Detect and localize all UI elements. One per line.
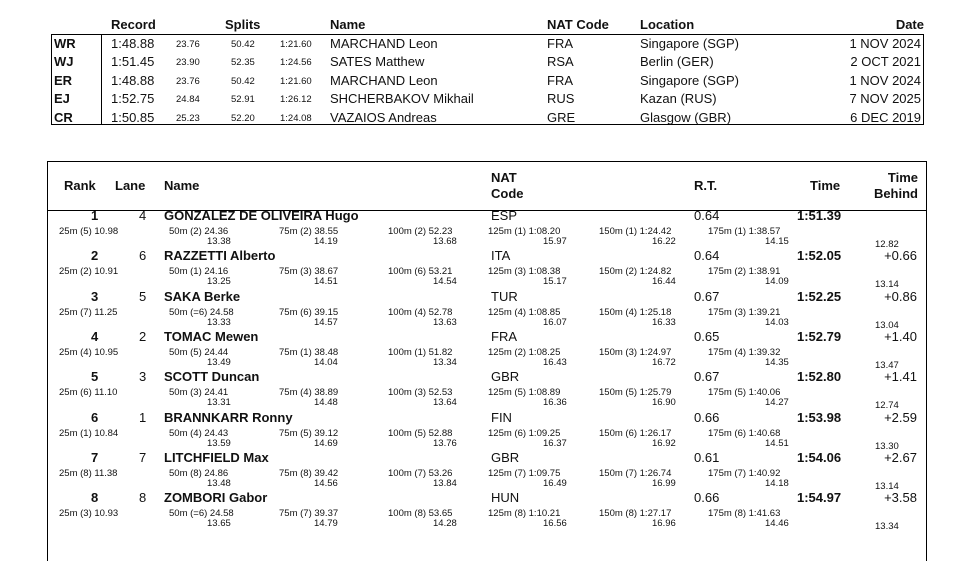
split-175m-diff: 14.27 [765,397,789,409]
split-50m: 50m (=6) 24.58 [169,306,234,318]
split-100m-diff: 14.28 [433,518,457,530]
split-150m: 150m (3) 1:24.97 [599,346,672,358]
final-time: 1:54.97 [797,490,842,506]
split-125m-diff: 15.17 [543,276,567,288]
time-behind: +3.58 [884,490,917,506]
split-100m-diff: 13.68 [433,236,457,247]
split-75m: 75m (2) 38.55 [279,226,339,237]
reaction-time: 0.64 [694,248,720,264]
final-time: 1:52.05 [797,248,842,264]
record-s2: 52.20 [231,112,255,124]
split-50m: 50m (5) 24.44 [169,346,229,358]
split-175m-diff: 14.09 [765,276,789,288]
record-time: 1:52.75 [111,91,155,107]
records-table [51,16,926,127]
split-75m-diff: 14.48 [314,397,338,409]
split-100m: 100m (1) 51.82 [388,346,453,358]
athlete-row [47,490,927,533]
record-s3: 1:24.08 [280,112,312,124]
split-125m-diff: 16.36 [543,397,567,409]
header-name: Name [164,178,200,193]
split-175m: 175m (7) 1:40.92 [708,467,781,479]
record-s1: 23.76 [176,39,200,50]
split-50m-diff: 13.59 [207,437,231,449]
nat-code: FIN [491,409,512,425]
split-125m-diff: 16.37 [543,437,567,449]
time-behind: +1.41 [884,369,917,385]
split-125m: 125m (4) 1:08.85 [488,306,561,318]
lane: 4 [139,208,147,223]
split-200m-diff: 13.34 [875,521,899,533]
split-175m: 175m (2) 1:38.91 [708,266,781,278]
nat-code: HUN [491,490,520,506]
split-150m: 150m (1) 1:24.42 [599,226,672,237]
athlete-row [47,369,927,412]
record-date: 1 NOV 2024 [849,72,921,88]
final-time: 1:52.80 [797,369,842,385]
split-75m-diff: 14.51 [314,276,338,288]
lane: 5 [139,288,147,304]
record-nat: GRE [547,109,576,125]
split-125m: 125m (8) 1:10.21 [488,508,561,520]
record-location: Singapore (SGP) [640,72,739,88]
header-code: Code [491,186,524,201]
split-50m-diff: 13.65 [207,518,231,530]
athlete-row [47,289,927,329]
split-175m: 175m (4) 1:39.32 [708,346,781,358]
final-time: 1:54.06 [797,449,842,465]
nat-code: ITA [491,248,511,264]
record-s3: 1:26.12 [280,94,312,106]
lane: 8 [139,490,147,506]
nat-code: FRA [491,328,517,344]
split-25m: 25m (4) 10.95 [59,346,119,358]
lane: 6 [139,248,147,264]
split-175m-diff: 14.03 [765,316,789,328]
record-name: SHCHERBAKOV Mikhail [330,91,474,107]
split-125m-diff: 15.97 [543,236,567,247]
split-175m: 175m (1) 1:38.57 [708,226,781,237]
athlete-row [47,208,927,248]
split-100m-diff: 13.76 [433,437,457,449]
record-s1: 23.76 [176,75,200,87]
split-75m: 75m (3) 38.67 [279,266,339,278]
split-150m-diff: 16.72 [652,356,676,368]
rank: 1 [91,208,99,223]
split-50m: 50m (=6) 24.58 [169,508,234,520]
header-time-behind-1: Time [887,170,918,185]
split-100m-diff: 13.34 [433,356,457,368]
split-100m: 100m (3) 52.53 [388,387,453,399]
split-125m: 125m (7) 1:09.75 [488,467,561,479]
split-150m: 150m (8) 1:27.17 [599,508,672,520]
header-record: Record [111,17,156,32]
athlete-name: TOMAC Mewen [164,328,259,344]
split-125m: 125m (6) 1:09.25 [488,427,561,439]
record-location: Singapore (SGP) [640,36,739,51]
record-location: Berlin (GER) [640,54,714,70]
split-75m-diff: 14.79 [314,518,338,530]
record-code: ER [54,72,73,88]
time-behind: +0.86 [884,288,917,304]
split-100m-diff: 13.63 [433,316,457,328]
split-175m-diff: 14.46 [765,518,789,530]
split-100m: 100m (2) 52.23 [388,226,453,237]
split-150m: 150m (6) 1:26.17 [599,427,672,439]
time-behind: +1.40 [884,328,917,344]
split-175m: 175m (3) 1:39.21 [708,306,781,318]
athlete-name: RAZZETTI Alberto [164,248,276,264]
split-200m-diff: 12.74 [875,400,899,412]
split-150m-diff: 16.22 [652,236,676,247]
athlete-row [47,329,927,369]
header-nat-code: NAT Code [547,17,609,32]
header-time: Time [810,178,841,193]
split-75m-diff: 14.56 [314,477,338,489]
final-time: 1:52.79 [797,328,842,344]
split-75m: 75m (7) 39.37 [279,508,339,520]
record-row [51,35,924,53]
record-code: EJ [54,91,70,107]
record-time: 1:48.88 [111,72,155,88]
split-175m-diff: 14.18 [765,477,789,489]
split-25m: 25m (3) 10.93 [59,508,119,520]
nat-code: GBR [491,449,520,465]
split-150m: 150m (5) 1:25.79 [599,387,672,399]
split-25m: 25m (8) 11.38 [59,467,118,479]
record-nat: FRA [547,72,573,88]
record-s2: 50.42 [231,75,255,87]
split-75m: 75m (4) 38.89 [279,387,339,399]
record-s1: 25.23 [176,112,200,124]
record-time: 1:48.88 [111,36,155,51]
split-200m-diff: 13.14 [875,480,899,492]
split-150m-diff: 16.44 [652,276,676,288]
header-date: Date [895,17,924,32]
split-175m-diff: 14.51 [765,437,789,449]
header-rank: Rank [64,178,96,193]
split-100m: 100m (5) 52.88 [388,427,453,439]
split-125m-diff: 16.49 [543,477,567,489]
split-150m-diff: 16.99 [652,477,676,489]
athlete-name: SAKA Berke [164,288,241,304]
header-name: Name [330,17,366,32]
record-nat: FRA [547,36,573,51]
record-row [51,72,924,90]
record-code: WR [54,36,76,51]
header-time-behind-2: Behind [873,186,918,201]
split-100m-diff: 13.84 [433,477,457,489]
split-100m: 100m (7) 53.26 [388,467,453,479]
time-behind: +2.67 [884,449,917,465]
record-time: 1:51.45 [111,54,155,70]
split-150m-diff: 16.33 [652,316,676,328]
reaction-time: 0.64 [694,208,720,223]
record-location: Glasgow (GBR) [640,109,732,125]
split-50m: 50m (3) 24.41 [169,387,229,399]
split-100m: 100m (6) 53.21 [388,266,453,278]
split-75m: 75m (5) 39.12 [279,427,339,439]
record-name: VAZAIOS Andreas [330,109,437,125]
split-50m-diff: 13.25 [207,276,231,288]
record-s1: 24.84 [176,94,200,106]
record-name: SATES Matthew [330,54,425,70]
split-25m: 25m (6) 11.10 [59,387,118,399]
split-100m: 100m (8) 53.65 [388,508,453,520]
record-date: 2 OCT 2021 [850,54,921,70]
split-200m-diff: 13.30 [875,440,899,452]
record-row [51,90,924,108]
split-125m-diff: 16.43 [543,356,567,368]
final-time: 1:53.98 [797,409,842,425]
nat-code: TUR [491,288,518,304]
split-150m-diff: 16.96 [652,518,676,530]
split-50m: 50m (4) 24.43 [169,427,229,439]
split-125m-diff: 16.07 [543,316,567,328]
results-table [47,161,927,558]
header-location: Location [640,17,695,32]
split-50m: 50m (1) 24.16 [169,266,229,278]
rank: 2 [91,248,99,264]
split-125m: 125m (2) 1:08.25 [488,346,561,358]
header-lane: Lane [115,178,146,193]
split-150m: 150m (4) 1:25.18 [599,306,672,318]
athlete-name: BRANNKARR Ronny [164,409,293,425]
split-125m: 125m (5) 1:08.89 [488,387,561,399]
record-code: WJ [54,54,74,70]
lane: 2 [139,328,147,344]
rank: 8 [91,490,99,506]
split-175m-diff: 14.15 [765,236,789,247]
split-150m: 150m (7) 1:26.74 [599,467,672,479]
split-125m: 125m (1) 1:08.20 [488,226,561,237]
final-time: 1:52.25 [797,288,842,304]
record-date: 1 NOV 2024 [849,36,921,51]
split-50m-diff: 13.49 [207,356,231,368]
nat-code: GBR [491,369,520,385]
split-50m-diff: 13.33 [207,316,231,328]
record-date: 7 NOV 2025 [849,91,921,107]
lane: 1 [139,409,147,425]
split-100m-diff: 14.54 [433,276,457,288]
split-75m: 75m (6) 39.15 [279,306,339,318]
lane: 3 [139,369,147,385]
split-75m-diff: 14.57 [314,316,338,328]
reaction-time: 0.67 [694,288,720,304]
split-100m: 100m (4) 52.78 [388,306,453,318]
split-50m-diff: 13.31 [207,397,231,409]
split-75m-diff: 14.69 [314,437,338,449]
record-s2: 50.42 [231,39,255,50]
record-s1: 23.90 [176,57,200,69]
record-location: Kazan (RUS) [640,91,717,107]
athlete-name: LITCHFIELD Max [164,449,269,465]
record-s2: 52.91 [231,94,255,106]
rank: 7 [91,449,99,465]
split-25m: 25m (1) 10.84 [59,427,119,439]
split-175m: 175m (8) 1:41.63 [708,508,781,520]
split-125m: 125m (3) 1:08.38 [488,266,561,278]
header-rt: R.T. [694,178,718,193]
record-code: CR [54,109,73,125]
split-150m: 150m (2) 1:24.82 [599,266,672,278]
record-s2: 52.35 [231,57,255,69]
split-150m-diff: 16.90 [652,397,676,409]
record-row [51,109,924,127]
split-200m-diff: 13.14 [875,279,899,291]
record-nat: RUS [547,91,575,107]
split-75m-diff: 14.04 [314,356,338,368]
split-75m: 75m (8) 39.42 [279,467,339,479]
split-75m-diff: 14.19 [314,236,338,247]
split-50m: 50m (2) 24.36 [169,226,229,237]
nat-code: ESP [491,208,518,223]
split-175m-diff: 14.35 [765,356,789,368]
header-nat: NAT [491,170,517,185]
athlete-name: ZOMBORI Gabor [164,490,268,506]
time-behind: +0.66 [884,248,917,264]
split-25m: 25m (5) 10.98 [59,226,119,237]
rank: 6 [91,409,99,425]
header-splits: Splits [225,17,261,32]
record-nat: RSA [547,54,574,70]
split-75m: 75m (1) 38.48 [279,346,339,358]
time-behind: +2.59 [884,409,917,425]
record-name: MARCHAND Leon [330,72,438,88]
reaction-time: 0.66 [694,409,720,425]
athlete-name: GONZALEZ DE OLIVEIRA Hugo [164,208,359,223]
split-50m: 50m (8) 24.86 [169,467,229,479]
split-100m-diff: 13.64 [433,397,457,409]
record-time: 1:50.85 [111,109,155,125]
record-s3: 1:21.60 [280,75,312,87]
reaction-time: 0.65 [694,328,720,344]
rank: 3 [91,288,99,304]
split-200m-diff: 13.47 [875,359,899,371]
split-175m: 175m (5) 1:40.06 [708,387,781,399]
athlete-row [47,248,927,291]
split-200m-diff: 12.82 [875,239,899,250]
record-s3: 1:21.60 [280,39,312,50]
reaction-time: 0.61 [694,449,720,465]
record-row [51,53,924,71]
split-150m-diff: 16.92 [652,437,676,449]
split-25m: 25m (2) 10.91 [59,266,119,278]
lane: 7 [139,449,147,465]
final-time: 1:51.39 [797,208,842,223]
athlete-row [47,450,927,490]
record-s3: 1:24.56 [280,57,312,69]
athlete-row [47,410,927,450]
split-25m: 25m (7) 11.25 [59,306,118,318]
rank: 4 [91,328,99,344]
split-50m-diff: 13.38 [207,236,231,247]
reaction-time: 0.66 [694,490,720,506]
athlete-name: SCOTT Duncan [164,369,260,385]
rank: 5 [91,369,99,385]
split-200m-diff: 13.04 [875,319,899,331]
record-name: MARCHAND Leon [330,36,438,51]
reaction-time: 0.67 [694,369,720,385]
split-125m-diff: 16.56 [543,518,567,530]
record-date: 6 DEC 2019 [850,109,921,125]
split-175m: 175m (6) 1:40.68 [708,427,781,439]
split-50m-diff: 13.48 [207,477,231,489]
